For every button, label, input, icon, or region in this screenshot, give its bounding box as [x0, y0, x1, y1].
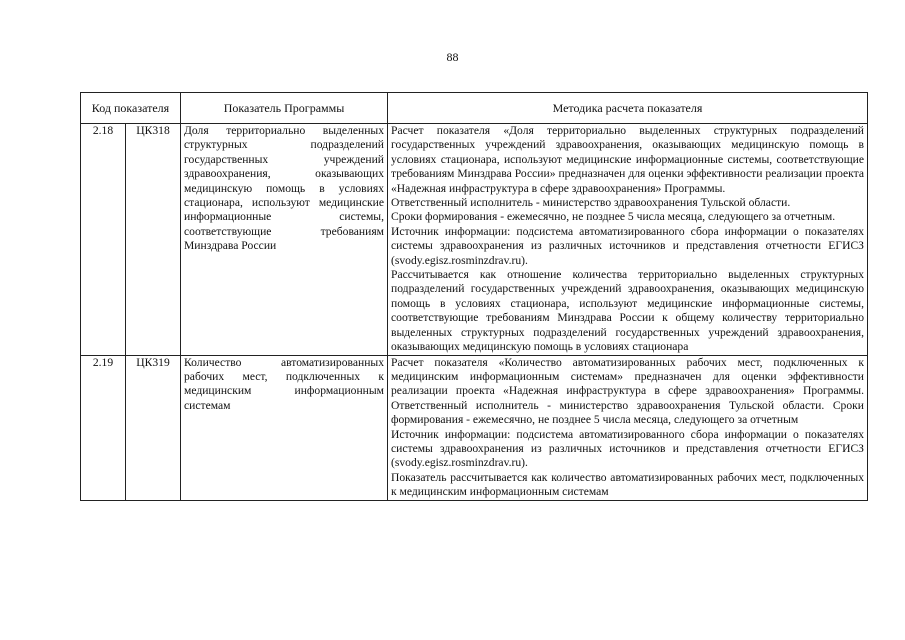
- method-paragraph: Ответственный исполнитель - министерство здравоохранения Тульской области.: [391, 196, 791, 210]
- method-paragraph: Источник информации: подсистема автоматизированного сбора информации о показателях системы здравоохранения из различных источников и представления отчетности ЕГИСЗ (svody.egisz.rosminzdrav.ru).: [391, 427, 864, 470]
- row-number: 2.18: [81, 124, 126, 356]
- method-paragraph: Расчет показателя «Количество автоматизированных рабочих мест, подключенных к медицинским информационным системам» предназначен для оценки эффективности реализации проекта «Надежная инфраструктура в сфере здравоохранения» Программы. Ответственный исполнитель - министерство здравоохранения Тульской области. Сроки формирования - ежемесячно, не позднее 5 числа месяца, следующего за отчетным: [391, 355, 864, 427]
- header-code: Код показателя: [81, 93, 181, 124]
- row-indicator: Количество автоматизированных рабочих мест, подключенных к медицинским информационным системам: [181, 355, 388, 500]
- method-paragraph: Расчет показателя «Доля территориально выделенных структурных подразделений государственных учреждений здравоохранения, оказывающих медицинскую помощь в условиях стационара, используют медицинские информационные системы, соответствующие требованиям Минздрава России» предназначен для оценки эффективности реализации проекта «Надежная инфраструктура в сфере здравоохранения» Программы.: [391, 124, 864, 195]
- row-code: ЦК319: [126, 355, 181, 500]
- header-indicator: Показатель Программы: [181, 93, 388, 124]
- page-number: 88: [446, 50, 459, 64]
- row-method: [388, 124, 868, 356]
- header-method: Методика расчета показателя: [388, 93, 868, 124]
- method-paragraph: Показатель рассчитывается как количество автоматизированных рабочих мест, подключенных к медицинским информационным системам: [391, 470, 864, 499]
- method-paragraph: Сроки формирования - ежемесячно, не позднее 5 числа месяца, следующего за отчетным.: [391, 210, 836, 224]
- row-code: ЦК318: [126, 124, 181, 356]
- row-number: 2.19: [81, 355, 126, 500]
- table-row: [81, 355, 868, 500]
- table-header-row: [81, 93, 868, 124]
- method-paragraph: Источник информации: подсистема автоматизированного сбора информации о показателях системы здравоохранения из различных источников и представления отчетности ЕГИСЗ (svody.egisz.rosminzdrav.ru).: [391, 224, 864, 267]
- row-indicator: Доля территориально выделенных структурных подразделений государственных учреждений здравоохранения, оказывающих медицинскую помощь в условиях стационара, используют медицинские информационные системы, соответствующие требованиям Минздрава России: [181, 124, 388, 356]
- method-paragraph: Рассчитывается как отношение количества территориально выделенных структурных подразделений государственных учреждений здравоохранения, оказывающих медицинскую помощь в условиях стационара, используют медицинские информационные системы, соответствующие требованиям Минздрава России к общему количеству территориально выделенных структурных подразделений государственных учреждений здравоохранения, оказывающих медицинскую помощь в условиях стационара: [391, 268, 864, 354]
- row-method: [388, 355, 868, 500]
- table-row: [81, 124, 868, 356]
- indicators-table: [80, 92, 868, 501]
